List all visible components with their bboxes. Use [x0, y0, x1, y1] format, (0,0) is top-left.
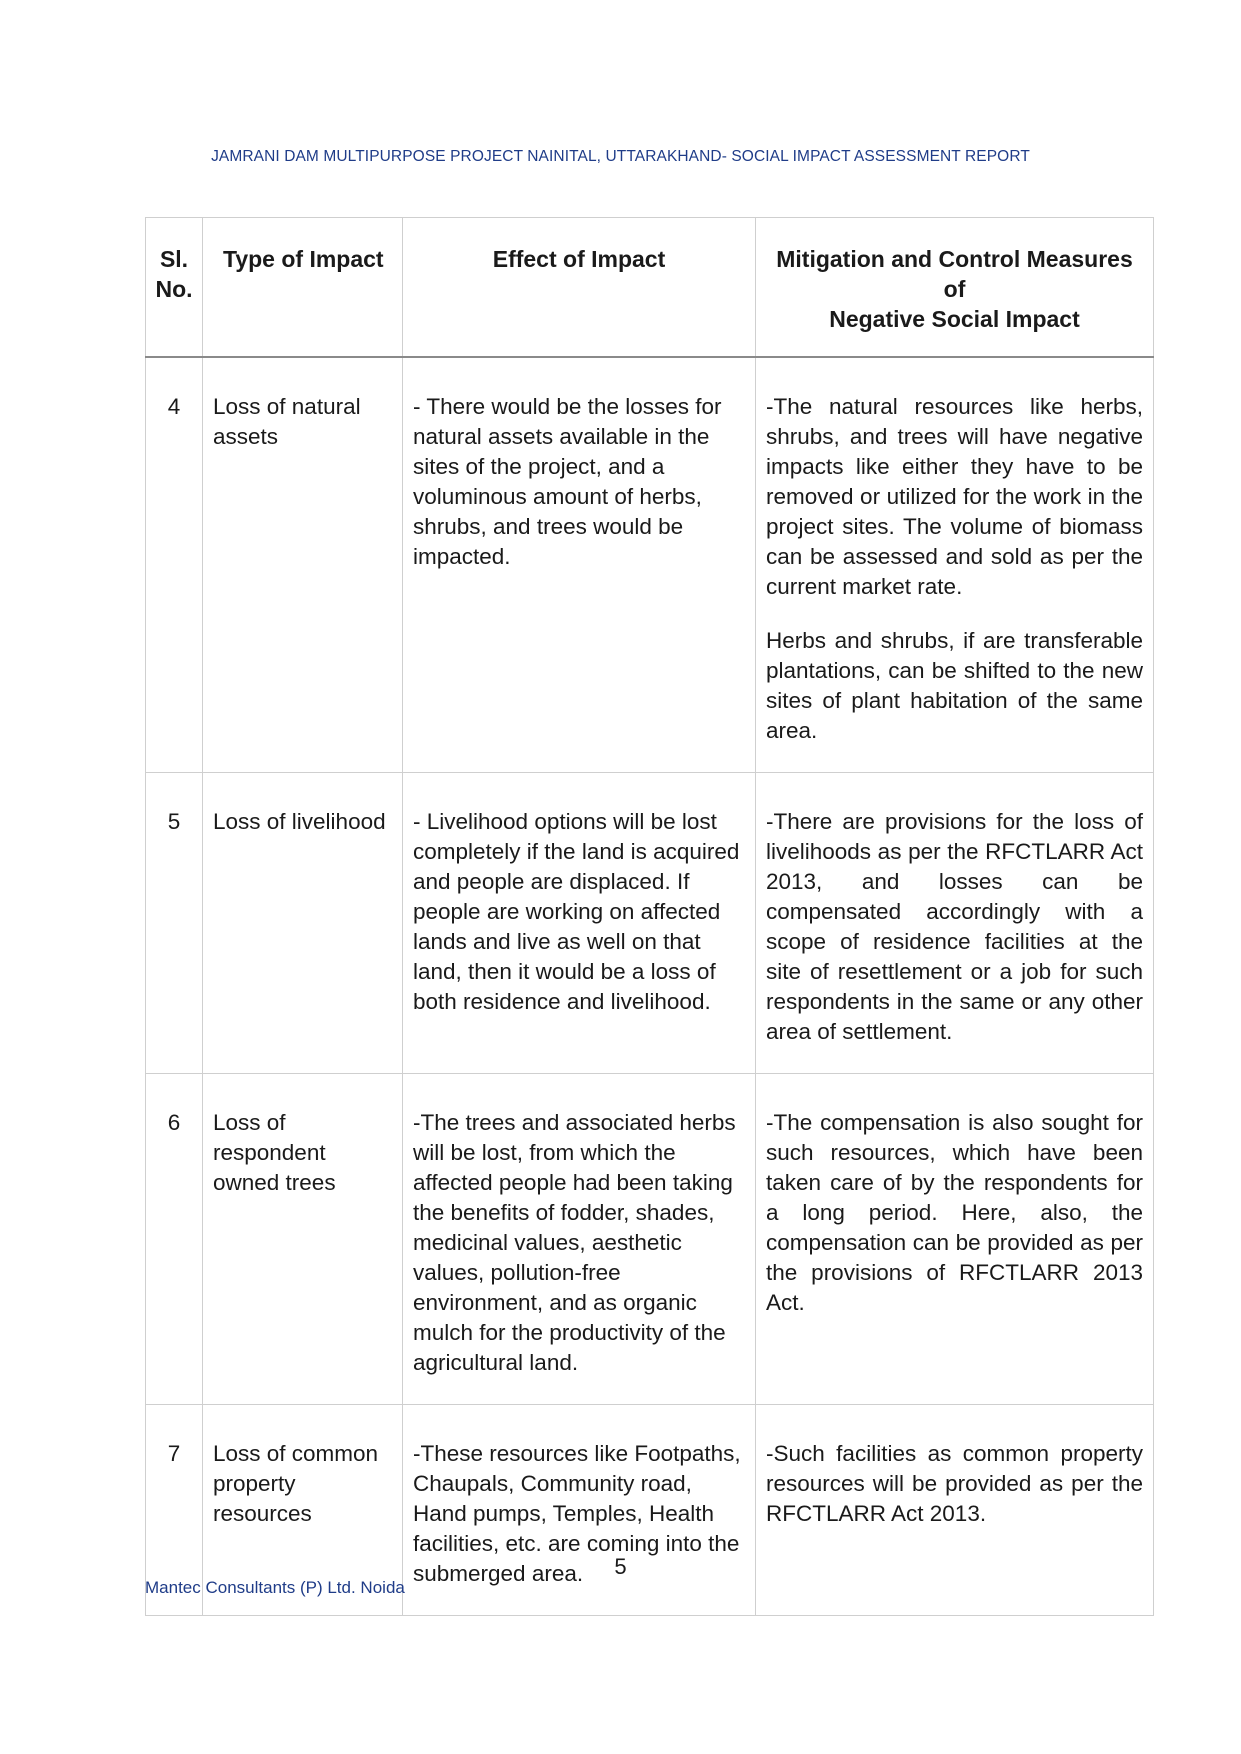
- row-effect: -The trees and associated herbs will be lost, from which the affected people had been taking the benefits of fodder, shades, medicinal values, aesthetic values, pollution-free environment, and as organic mulch for the productivity of the agricultural land.: [403, 1074, 756, 1405]
- row-effect: -These resources like Footpaths, Chaupals, Community road, Hand pumps, Temples, Health facilities, etc. are coming into the submerged area.: [403, 1405, 756, 1616]
- row-impact-type: Loss of natural assets: [203, 357, 403, 773]
- mitigation-paragraph: Herbs and shrubs, if are transferable plantations, can be shifted to the new sites of plant habitation of the same area.: [766, 628, 1143, 743]
- table-row: [146, 1074, 1154, 1405]
- page-number: 5: [614, 1554, 627, 1579]
- row-mitigation: [756, 1074, 1154, 1405]
- mitigation-paragraph: -Such facilities as common property resources will be provided as per the RFCTLARR Act 2013.: [766, 1441, 1143, 1526]
- column-header-mitigation: Mitigation and Control Measures of Negative Social Impact: [756, 218, 1154, 358]
- table-row: [146, 357, 1154, 773]
- row-effect: - There would be the losses for natural assets available in the sites of the project, and a voluminous amount of herbs, shrubs, and trees would be impacted.: [403, 357, 756, 773]
- row-sl-no: 7: [146, 1405, 203, 1616]
- row-mitigation: [756, 773, 1154, 1074]
- column-header-type: Type of Impact: [203, 218, 403, 358]
- table-row: [146, 773, 1154, 1074]
- row-impact-type: Loss of common property resources: [203, 1405, 403, 1616]
- running-footer: Mantec Consultants (P) Ltd. Noida: [145, 1578, 405, 1597]
- mitigation-paragraph: -There are provisions for the loss of livelihoods as per the RFCTLARR Act 2013, and losses can be compensated accordingly with a scope of residence facilities at the site of resettlement or a job for such respondents in the same or any other area of settlement.: [766, 809, 1143, 1044]
- table-header-row: [146, 218, 1154, 358]
- row-mitigation: [756, 357, 1154, 773]
- mitigation-paragraph: -The compensation is also sought for such resources, which have been taken care of by the respondents for a long period. Here, also, the compensation can be provided as per the provisions of RFCTLARR 2013 Act.: [766, 1110, 1143, 1315]
- mitigation-paragraph: -The natural resources like herbs, shrubs, and trees will have negative impacts like either they have to be removed or utilized for the work in the project sites. The volume of biomass can be assessed and sold as per the current market rate.: [766, 394, 1143, 599]
- impact-table: [145, 217, 1154, 1616]
- row-impact-type: Loss of livelihood: [203, 773, 403, 1074]
- row-sl-no: 5: [146, 773, 203, 1074]
- row-effect: - Livelihood options will be lost completely if the land is acquired and people are displaced. If people are working on affected lands and live as well on that land, then it would be a loss of both residence and livelihood.: [403, 773, 756, 1074]
- column-header-effect: Effect of Impact: [403, 218, 756, 358]
- row-sl-no: 6: [146, 1074, 203, 1405]
- row-mitigation: [756, 1405, 1154, 1616]
- row-sl-no: 4: [146, 357, 203, 773]
- column-header-sl-no: Sl. No.: [146, 218, 203, 358]
- row-impact-type: Loss of respondent owned trees: [203, 1074, 403, 1405]
- running-header: JAMRANI DAM MULTIPURPOSE PROJECT NAINITAL, UTTARAKHAND- SOCIAL IMPACT ASSESSMENT REPORT: [211, 148, 1030, 165]
